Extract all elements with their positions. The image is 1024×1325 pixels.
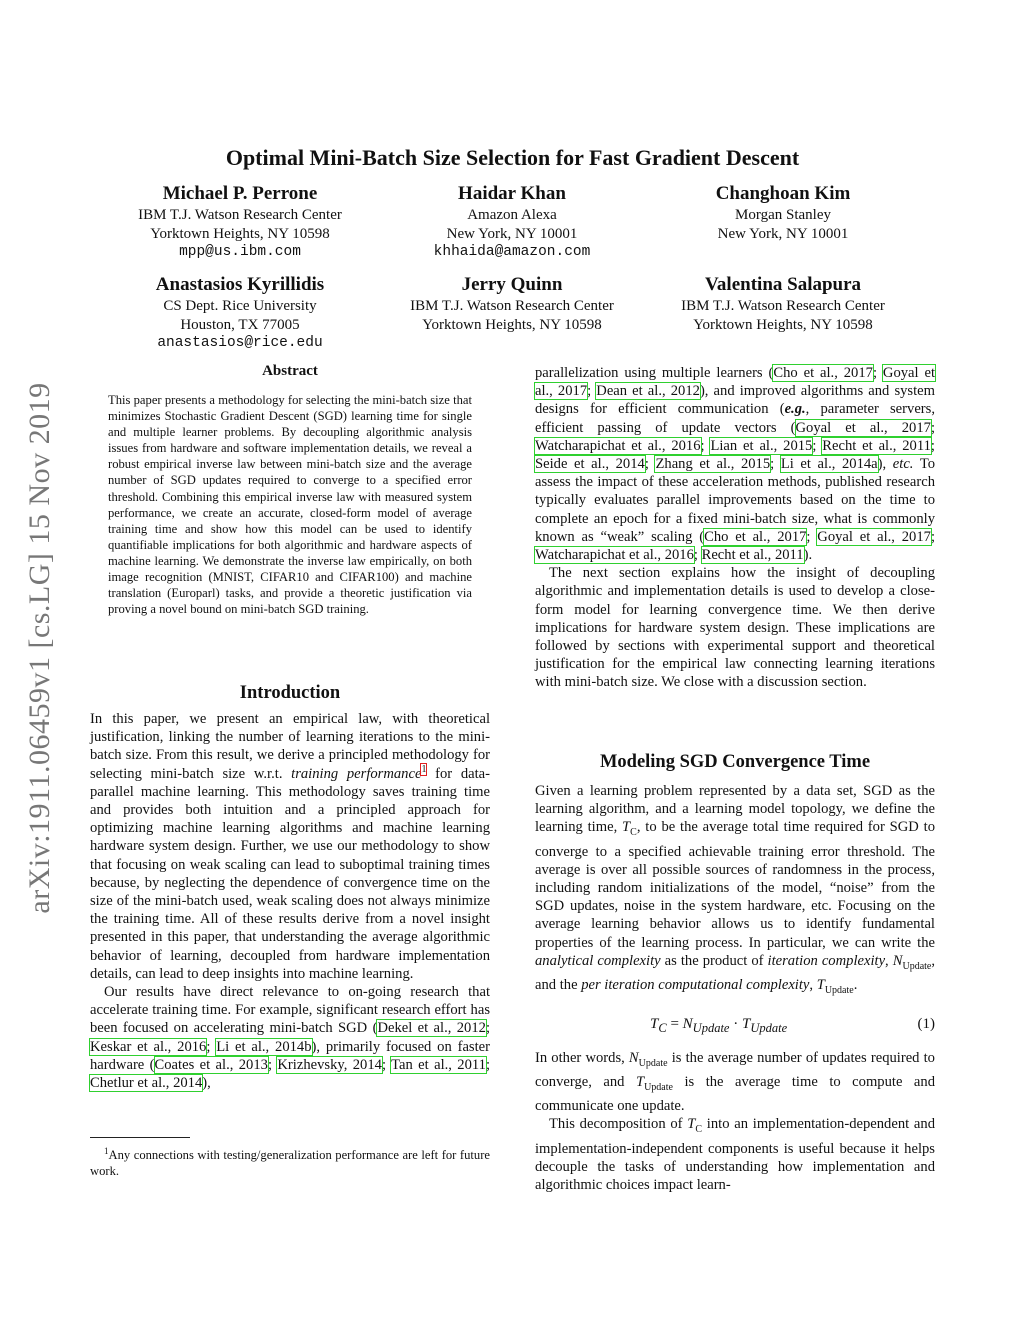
math-subscript: C — [695, 1124, 703, 1136]
math-subscript: Update — [644, 1082, 673, 1094]
text-run: as the product of — [660, 952, 768, 969]
text-run: into an implementation-dependent and implementation-independent components is useful because it helps decouple the tasks of understanding how implementation and algorithmic choices impact learn- — [535, 1116, 935, 1193]
separator: ; — [700, 437, 711, 454]
author-email: mpp@us.ibm.com — [179, 244, 301, 260]
separator: ; — [693, 547, 702, 564]
emphasis: iteration complexity — [767, 952, 886, 969]
citation-link[interactable]: Dekel et al., 2012 — [377, 1020, 486, 1037]
math-tupdate — [816, 976, 854, 996]
citation-link[interactable]: Li et al., 2014a — [780, 456, 878, 473]
author-address: Yorktown Heights, NY 10598 — [150, 225, 330, 242]
text-run: This decomposition of — [549, 1116, 688, 1133]
text-run: , — [809, 976, 817, 993]
math-symbol: T — [635, 1074, 645, 1091]
text-run: , and the — [535, 952, 936, 993]
math-symbol: N — [892, 952, 903, 969]
citation-link[interactable]: Watcharapichat et al., 2016 — [535, 547, 694, 564]
text-run: for data-parallel machine learning. This methodology saves training time and provides both intuition and a principled approach for optimizing machine learning algorithms and machine learning hardware system design. Further, we use our methodology to show that focusing on weak scaling can lead to suboptimal training times because, by neglecting the dependence of convergence time on the size of the mini-batch used, weak scaling does not always minimize the training time. All of these results derive from a novel insight presented in this paper, that understanding the average algorithmic behavior of learning, decoupled from hardware implementation details, can lead to deep insights into machine learning. — [90, 765, 490, 982]
equation-1 — [535, 1016, 935, 1040]
introduction-body — [90, 710, 490, 1092]
author-affiliation: IBM T.J. Watson Research Center — [681, 298, 885, 314]
modeling-paragraph-3 — [535, 1115, 935, 1194]
math-symbol: T — [622, 819, 631, 836]
separator: ; — [806, 528, 818, 545]
modeling-body-2 — [535, 1049, 935, 1194]
paper-title: Optimal Mini-Batch Size Selection for Fast Gradient Descent — [225, 145, 800, 170]
text-run: Given a learning problem represented by a data set, SGD as the learning algorithm, and a learning model topology, we define the learning time, — [535, 783, 935, 836]
citation-link[interactable]: Chetlur et al., 2014 — [90, 1075, 203, 1092]
author-name: Michael P. Perrone — [162, 183, 318, 204]
math-subscript: Update — [902, 960, 932, 972]
author-block-quinn — [362, 273, 662, 334]
modeling-paragraph-2 — [535, 1049, 935, 1115]
text-run: is the average number of updates required to converge, and — [535, 1050, 935, 1091]
citation-link[interactable]: Lian et al., 2015 — [710, 437, 813, 454]
separator: ; — [381, 1056, 392, 1073]
author-affiliation: Morgan Stanley — [735, 207, 831, 223]
emphasis: training performance — [291, 765, 422, 782]
math-symbol: T — [650, 1016, 659, 1032]
author-name: Haidar Khan — [458, 183, 566, 204]
math-symbol: N — [682, 1016, 693, 1032]
emphasis: per iteration computational complexity — [581, 976, 810, 993]
math-symbol: T — [816, 976, 825, 993]
author-email: anastasios@rice.edu — [157, 335, 323, 351]
math-symbol: N — [628, 1050, 639, 1066]
math-subscript: C — [658, 1021, 667, 1035]
right-paragraph-1 — [535, 364, 935, 564]
author-affiliation: IBM T.J. Watson Research Center — [410, 298, 614, 314]
arxiv-identifier: arXiv:1911.06459v1 [cs.LG] 15 Nov 2019 — [23, 382, 56, 914]
text-run: ). — [803, 547, 813, 564]
author-name: Jerry Quinn — [461, 274, 563, 295]
author-address: Yorktown Heights, NY 10598 — [693, 316, 873, 333]
right-column-body — [535, 364, 935, 692]
math-symbol: T — [687, 1116, 696, 1133]
citation-link[interactable]: Goyal et al., 2017 — [535, 365, 935, 400]
author-block-perrone — [90, 182, 390, 262]
math-subscript: Update — [692, 1021, 730, 1035]
emphasis: etc. — [892, 456, 914, 473]
footnote — [90, 1143, 490, 1179]
citation-link[interactable]: Watcharapichat et al., 2016 — [535, 437, 701, 454]
math-nupdate — [892, 952, 932, 972]
separator: ; — [930, 437, 935, 454]
footnote-mark: 1 — [104, 1146, 109, 1156]
author-address: Houston, TX 77005 — [180, 316, 300, 333]
author-block-kim — [633, 182, 933, 243]
citation-link[interactable]: Cho et al., 2017 — [773, 365, 873, 381]
math-tupdate — [635, 1074, 673, 1094]
text-run: In this paper, we present an empirical law, with theoretical justification, linking the number of learning iterations to the mini-batch size. From this result, we derive a principled methodology for selecting mini-batch size w.r.t. — [90, 711, 490, 782]
text-run: ), and improved algorithms and system designs for efficient communication ( — [535, 383, 935, 418]
author-name: Valentina Salapura — [704, 274, 862, 295]
right-paragraph-2: The next section explains how the insight of decoupling algorithmic and implementation details is used to develop a close-form model for learning convergence time. We then derive implications for hardware system design. These implications are followed by sections with experimental support and theoretical justification for the empirical law connecting learning iterations with mini-batch size. We close with a discussion section. — [535, 565, 935, 691]
text-run: is the average time to compute and communicate one update. — [535, 1074, 935, 1115]
math-operator: · — [729, 1016, 742, 1032]
equation-expression — [650, 1016, 787, 1036]
author-address: New York, NY 10001 — [446, 225, 578, 242]
math-subscript: Update — [824, 984, 854, 996]
introduction-heading: Introduction — [239, 683, 341, 703]
author-block-kyrillidis — [90, 273, 390, 353]
citation-link[interactable]: Coates et al., 2013 — [154, 1056, 268, 1073]
math-nupdate — [628, 1050, 668, 1069]
intro-paragraph-2 — [90, 983, 490, 1092]
separator: ; — [872, 365, 883, 381]
author-name: Changhoan Kim — [715, 183, 851, 204]
author-name: Anastasios Kyrillidis — [155, 274, 325, 295]
separator: ; — [770, 456, 781, 473]
text-run: , parameter servers, efficient passing of update vectors ( — [535, 401, 935, 436]
citation-link[interactable]: Dean et al., 2012 — [596, 383, 700, 400]
citation-link[interactable]: Recht et al., 2011 — [701, 547, 804, 564]
citation-link[interactable]: Krizhevsky, 2014 — [277, 1056, 382, 1073]
author-affiliation: IBM T.J. Watson Research Center — [138, 207, 342, 223]
author-email: khhaida@amazon.com — [433, 244, 591, 260]
citation-link[interactable]: Goyal et al., 2017 — [817, 528, 931, 545]
separator: ; — [644, 456, 656, 473]
text-run: ), — [877, 456, 893, 473]
math-tc — [622, 819, 637, 839]
text-run: ), primarily focused on faster hardware ( — [90, 1038, 491, 1073]
footnote-link[interactable]: 1 — [421, 763, 427, 775]
separator: ; — [930, 419, 935, 436]
citation-link[interactable]: Zhang et al., 2015 — [655, 456, 771, 473]
separator: ; — [267, 1056, 278, 1073]
author-affiliation: CS Dept. Rice University — [163, 298, 317, 314]
text-run: . — [853, 976, 858, 993]
separator: ; — [930, 528, 936, 545]
citation-link[interactable]: Seide et al., 2014 — [535, 456, 645, 473]
citation-link[interactable]: Keskar et al., 2016 — [90, 1038, 207, 1055]
author-address: New York, NY 10001 — [717, 225, 849, 242]
math-subscript: C — [630, 827, 637, 839]
abstract-text: This paper presents a methodology for selecting the mini-batch size that minimizes Stochastic Gradient Descent (SGD) learning time for single and multiple learner problems. By decoupling algorithmic analysis issues from hardware and software implementation details, we reveal a robust empirical inverse law between mini-batch size and the average number of SGD updates required to converge to a specified error threshold. Combining this empirical inverse law with measured system performance, we create an accurate, closed-form model of average training time and show how this model can be used to identify quantifiable implications for both algorithmic and hardware aspects of machine learning. We demonstrate the inverse law empirically, on both image recognition (MNIST, CIFAR10 and CIFAR100) and machine translation (Europarl) tasks, and provide a theoretic justification via proving a novel bound on mini-batch SGD training. — [108, 393, 472, 617]
math-subscript: Update — [638, 1057, 668, 1069]
text-run: ), — [202, 1075, 211, 1092]
math-subscript: Update — [750, 1021, 788, 1035]
modeling-paragraph-1 — [535, 782, 935, 1000]
author-affiliation: Amazon Alexa — [467, 207, 557, 223]
separator: ; — [485, 1056, 491, 1073]
modeling-body-1 — [535, 782, 935, 1000]
separator: ; — [812, 437, 823, 454]
emphasis: analytical complexity — [535, 952, 661, 969]
citation-link[interactable]: Li et al., 2014b — [216, 1038, 312, 1055]
text-run: , — [885, 952, 893, 969]
intro-paragraph-1 — [90, 710, 490, 983]
emphasis: e.g. — [784, 401, 806, 418]
text-run: To assess the impact of these acceleration methods, published research typically evaluates parallel improvements based on the time to complete an epoch for a fixed mini-batch size, what is commonly known as “weak” scaling ( — [535, 456, 936, 545]
math-symbol: T — [741, 1016, 751, 1032]
math-operator: = — [666, 1016, 683, 1032]
citation-link[interactable]: Goyal et al., 2017 — [795, 419, 931, 436]
equation-number: (1) — [917, 1016, 935, 1032]
math-tc — [687, 1116, 703, 1136]
text-run: , to be the average total time required for SGD to converge to a specified achievable training error threshold. The average is over all possible sources of randomness in the process, including random initializations of the model, “noise” from the SGD updates, noise in the system hardware, etc. Focusing on the average learning behavior allows us to identify fundamental properties of the learning process. In particular, we can write the — [535, 819, 935, 951]
separator: ; — [587, 383, 597, 400]
footnote-text: Any connections with testing/generalization performance are left for future work. — [90, 1148, 490, 1179]
arxiv-sidebar — [18, 348, 62, 948]
author-address: Yorktown Heights, NY 10598 — [422, 316, 602, 333]
separator: ; — [206, 1038, 217, 1055]
text-run: In other words, — [535, 1050, 629, 1066]
abstract-heading: Abstract — [262, 363, 318, 379]
citation-link[interactable]: Recht et al., 2011 — [822, 437, 931, 454]
text-run: parallelization using multiple learners ( — [535, 365, 774, 381]
author-block-salapura — [633, 273, 933, 334]
text-run: Our results have direct relevance to on-going research that accelerate training time. For example, significant research effort has been focused on accelerating mini-batch SGD ( — [90, 984, 490, 1037]
citation-link[interactable]: Cho et al., 2017 — [704, 528, 807, 545]
author-block-khan — [362, 182, 662, 262]
citation-link[interactable]: Tan et al., 2011 — [391, 1056, 486, 1073]
separator: ; — [485, 1020, 490, 1037]
footnote-rule — [90, 1137, 190, 1138]
modeling-heading: Modeling SGD Convergence Time — [599, 752, 871, 772]
